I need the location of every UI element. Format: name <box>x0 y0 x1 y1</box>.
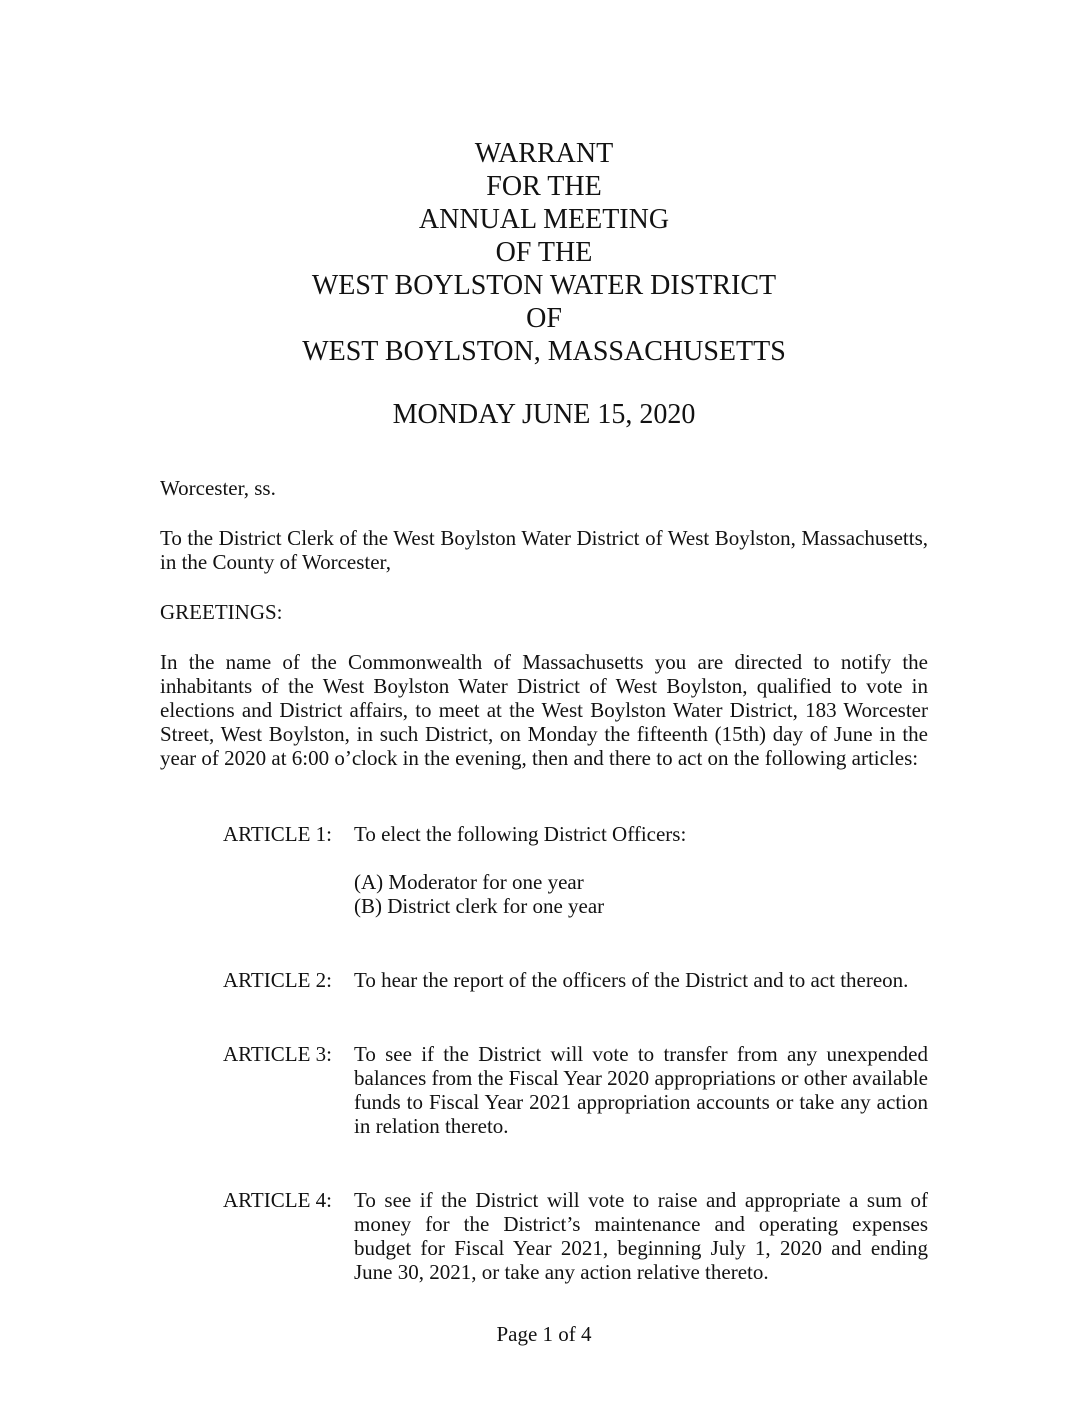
article-text: To elect the following District Officers: <box>354 822 687 846</box>
article-subitem: (A) Moderator for one year <box>354 870 584 894</box>
greeting-line: GREETINGS: <box>160 600 283 624</box>
salutation-paragraph: To the District Clerk of the West Boylston Water District of West Boylston, Massachusetts, in the County of Worcester, <box>160 526 928 574</box>
page-footer: Page 1 of 4 <box>496 1322 592 1346</box>
header-line: WEST BOYLSTON, MASSACHUSETTS <box>302 336 786 367</box>
article-label: ARTICLE 4: <box>223 1188 332 1212</box>
articles-section <box>160 822 928 1284</box>
article-label: ARTICLE 1: <box>223 822 332 846</box>
header-line: WARRANT <box>474 138 614 169</box>
header-line: FOR THE <box>486 171 602 202</box>
opening-paragraph: In the name of the Commonwealth of Massachusetts you are directed to notify the inhabitants of the West Boylston Water District of West Boylston, qualified to vote in elections and District affairs, to meet at the West Boylston Water District, 183 Worcester Street, West Boylston, in such District, on Monday the fifteenth (15th) day of June in the year of 2020 at 6:00 o’clock in the evening, then and there to act on the following articles: <box>160 650 928 770</box>
header-line: WEST BOYLSTON WATER DISTRICT <box>311 270 777 301</box>
article-subitem: (B) District clerk for one year <box>354 894 605 918</box>
article-label: ARTICLE 2: <box>223 968 332 992</box>
article-text: To see if the District will vote to raise and appropriate a sum of money for the District’s maintenance and operating expenses budget for Fiscal Year 2021, beginning July 1, 2020 and ending June 30, 2021, or take any action relative thereto. <box>354 1188 928 1284</box>
article-text: To see if the District will vote to transfer from any unexpended balances from the Fiscal Year 2020 appropriations or other available funds to Fiscal Year 2021 appropriation accounts or take any action in relation thereto. <box>354 1042 928 1138</box>
article-row <box>223 822 928 918</box>
article-row <box>223 1188 928 1284</box>
header-line: OF THE <box>495 237 593 268</box>
article-subitems <box>354 870 928 918</box>
article-body <box>354 968 928 992</box>
article-row <box>223 968 928 992</box>
article-label: ARTICLE 3: <box>223 1042 332 1066</box>
meeting-date: MONDAY JUNE 15, 2020 <box>392 399 696 430</box>
header-line: ANNUAL MEETING <box>418 204 670 235</box>
article-row <box>223 1042 928 1138</box>
header-line: OF <box>526 303 562 334</box>
article-text: To hear the report of the officers of the District and to act thereon. <box>354 968 909 992</box>
article-body <box>354 1188 928 1284</box>
document-header <box>160 137 928 368</box>
article-body <box>354 822 928 918</box>
article-body <box>354 1042 928 1138</box>
county-line: Worcester, ss. <box>160 476 276 500</box>
